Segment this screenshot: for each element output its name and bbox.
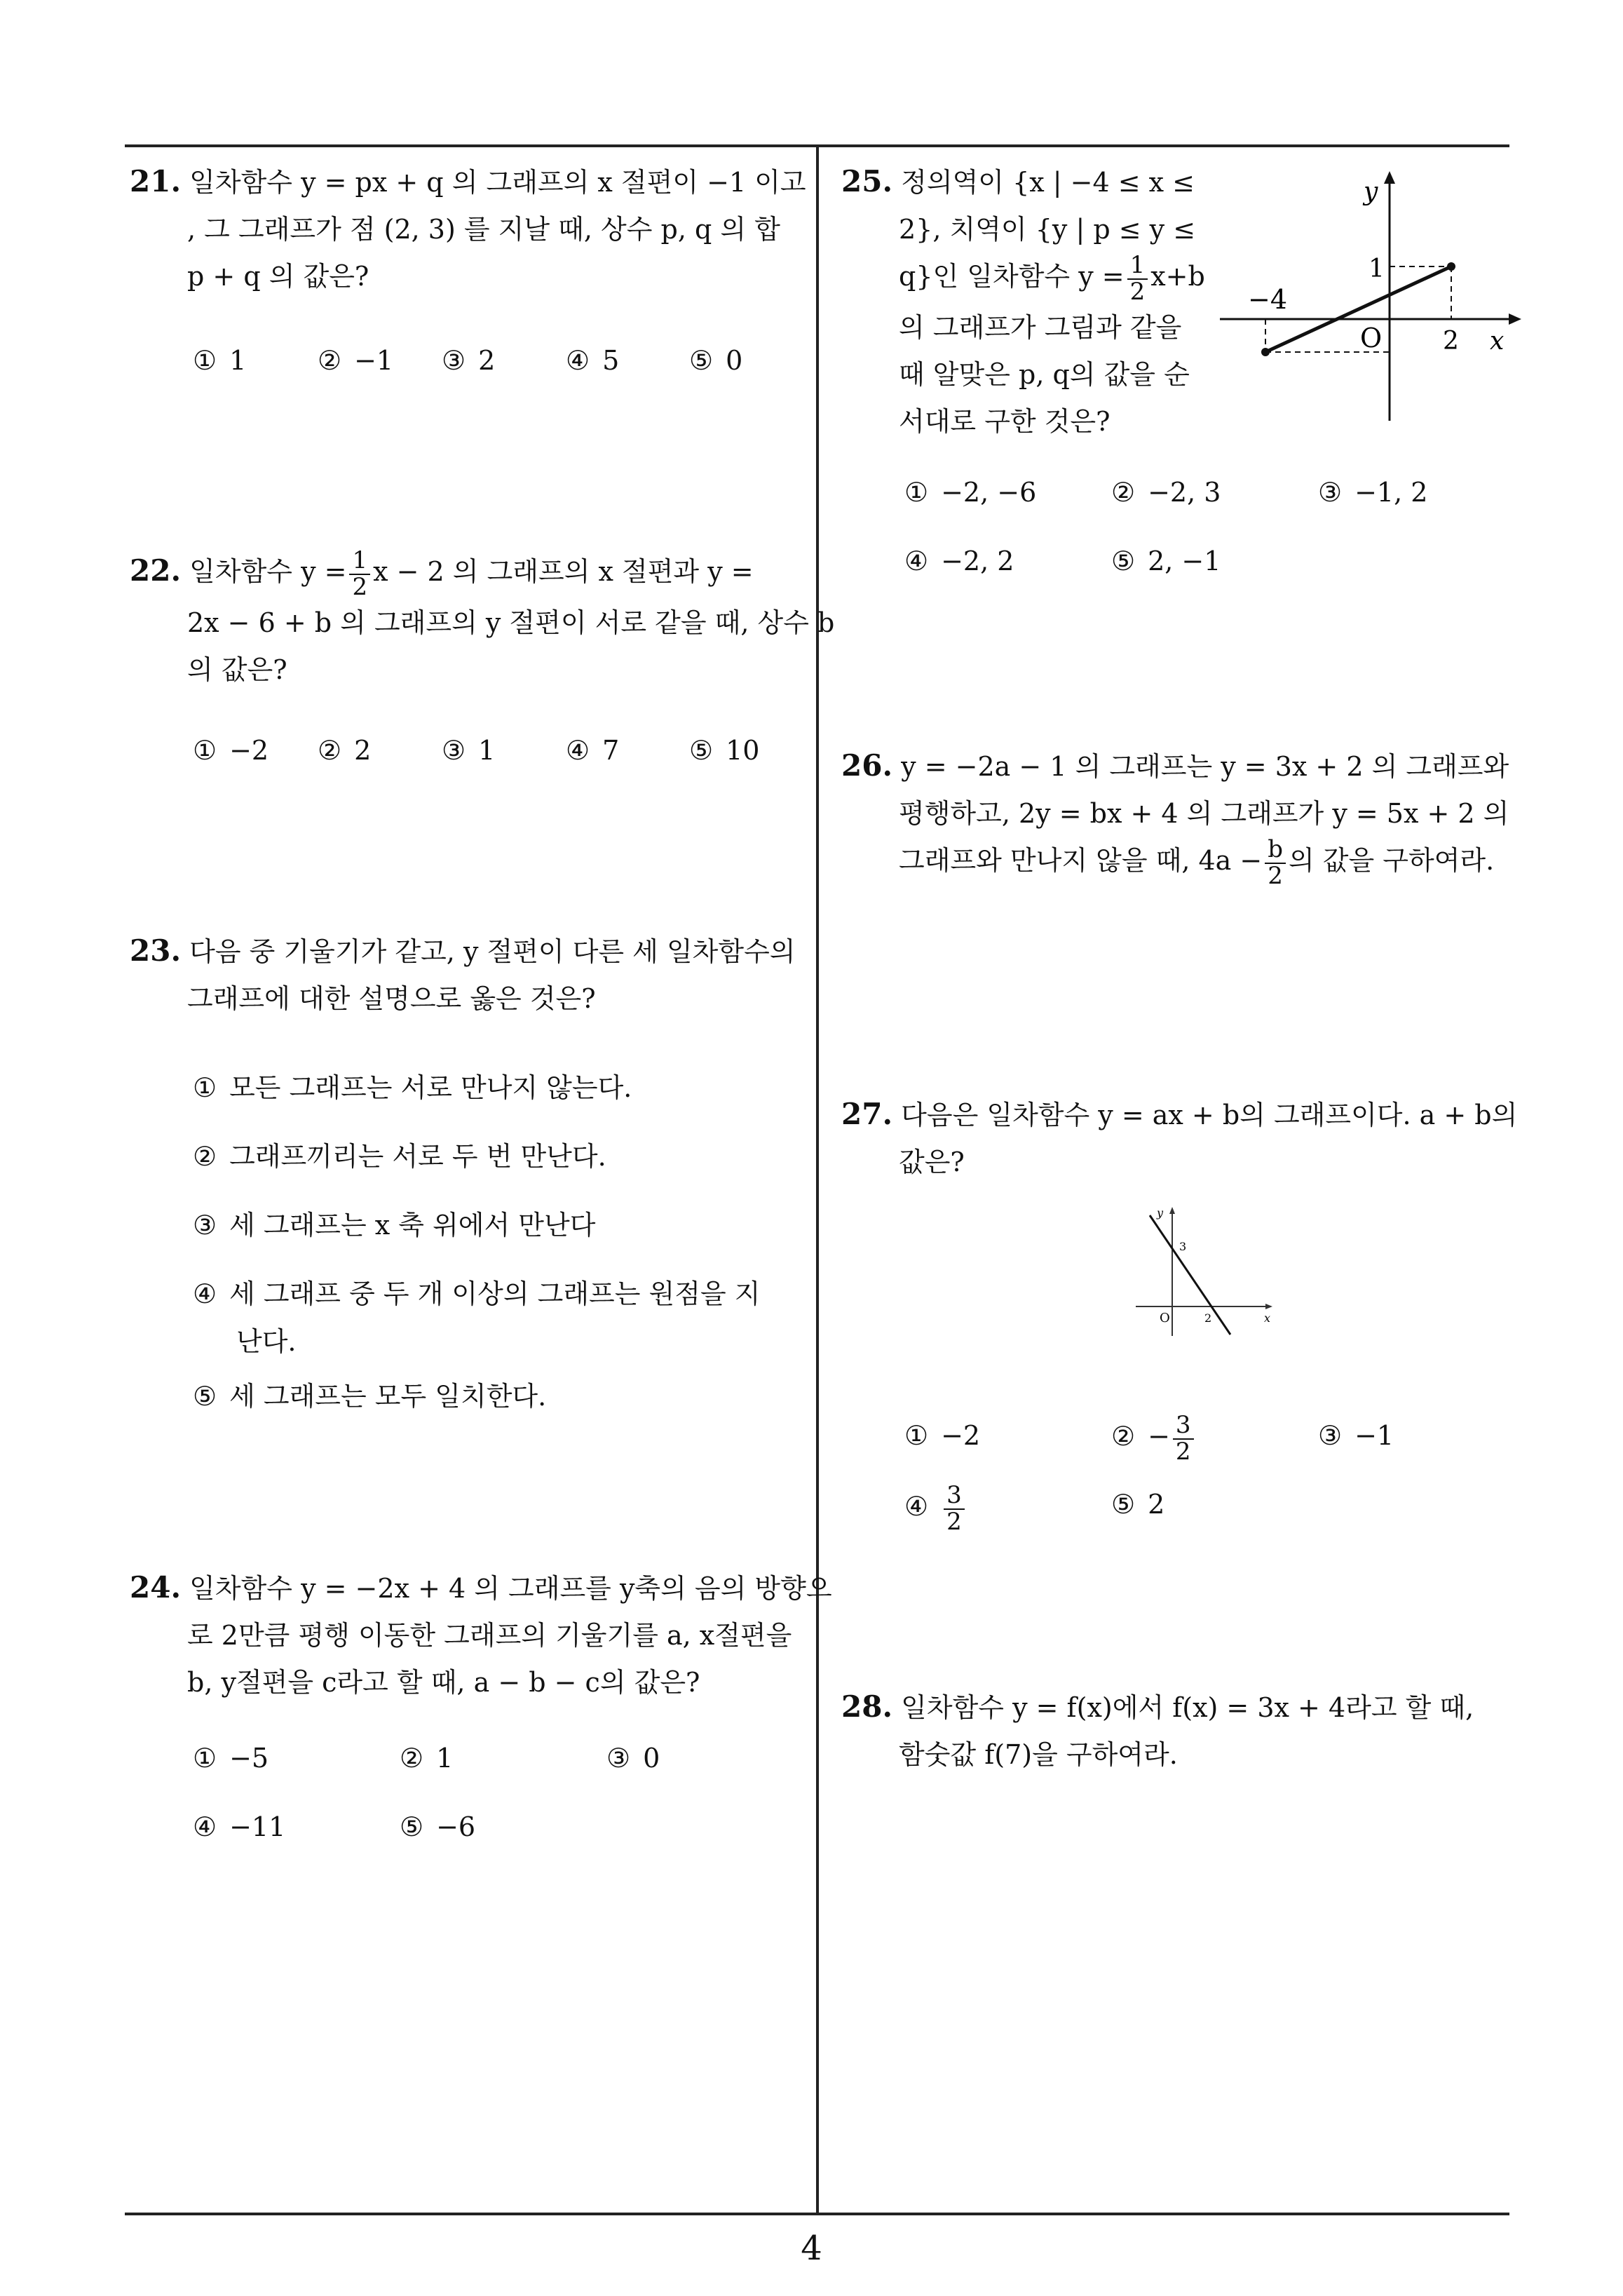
- choice-2[interactable]: 2: [354, 735, 372, 766]
- tick-1: 1: [1369, 255, 1385, 283]
- choice-5[interactable]: 0: [726, 345, 743, 376]
- fraction: $\frac{b}{2}$: [1265, 837, 1286, 889]
- choice-3[interactable]: 0: [643, 1743, 660, 1774]
- question-24: 24. 일차함수 y = −2x + 4 의 그래프를 y축의 음의 방향으 로 2만큼 평행 이동한 그래프의 기울기를 a, x절편을 b, y절편을 c라고 할 때, a − b − c의 값은?: [130, 1570, 832, 1698]
- choice-2[interactable]: 그래프끼리는 서로 두 번 만난다.: [229, 1141, 606, 1172]
- choice-4[interactable]: −2, 2: [941, 546, 1014, 576]
- choice-3[interactable]: 세 그래프는 x 축 위에서 만난다: [229, 1210, 596, 1241]
- question-number: 21.: [130, 164, 182, 198]
- choice-4[interactable]: 5: [602, 345, 620, 376]
- y-axis-label: y: [1157, 1206, 1164, 1220]
- choice-4[interactable]: 7: [602, 735, 620, 766]
- bottom-rule: [125, 2213, 1509, 2215]
- choice-4[interactable]: −11: [229, 1811, 286, 1842]
- question-25: 25. 정의역이 {x | −4 ≤ x ≤ 2}, 치역이 {y | p ≤ y ≤ q}인 일차함수 y = $\frac{1}{2}$ x+b 의 그래프가 그림과 같을 때 알맞은 p, q의 값을 순 서대로 구한 것은?: [841, 164, 1205, 438]
- y-axis-label: y: [1364, 177, 1378, 206]
- question-22: 22. 일차함수 y = $\frac{1}{2}$ x − 2 의 그래프의 x 절편과 y = 2x − 6 + b 의 그래프의 y 절편이 서로 같을 때, 상수 b 의 값은?: [130, 546, 835, 686]
- question-27: 27. 다음은 일차함수 y = ax + b의 그래프이다. a + b의 값은?: [841, 1097, 1518, 1177]
- choice-1[interactable]: 1: [229, 345, 247, 376]
- choice-5[interactable]: −6: [436, 1811, 476, 1842]
- x-axis-label: x: [1490, 327, 1505, 356]
- choice-1[interactable]: 모든 그래프는 서로 만나지 않는다.: [229, 1072, 632, 1103]
- choice-1[interactable]: −5: [229, 1743, 269, 1774]
- choice-2[interactable]: −1: [354, 345, 394, 376]
- choice-5[interactable]: 10: [726, 735, 760, 766]
- choice-3[interactable]: 2: [478, 345, 496, 376]
- x-axis-label: x: [1264, 1311, 1271, 1325]
- question-21: 21. 일차함수 y = px + q 의 그래프의 x 절편이 −1 이고 , 그 그래프가 점 (2, 3) 를 지날 때, 상수 p, q 의 합 p + q 의 값은?: [130, 164, 806, 292]
- choice-5[interactable]: 세 그래프는 모두 일치한다.: [229, 1381, 547, 1412]
- question-28: 28. 일차함수 y = f(x)에서 f(x) = 3x + 4라고 할 때, 함숫값 f(7)을 구하여라.: [841, 1689, 1474, 1770]
- choice-4[interactable]: $\frac{3}{2}$: [941, 1491, 967, 1522]
- column-divider: [816, 144, 819, 2215]
- fraction: $\frac{1}{2}$: [1127, 253, 1148, 304]
- choice-3[interactable]: −1: [1354, 1420, 1394, 1451]
- choice-1[interactable]: −2, −6: [941, 477, 1037, 508]
- choice-1[interactable]: −2: [229, 735, 269, 766]
- fraction: $\frac{1}{2}$: [349, 548, 370, 600]
- question-26: 26. y = −2a − 1 의 그래프는 y = 3x + 2 의 그래프와 평행하고, 2y = bx + 4 의 그래프가 y = 5x + 2 의 그래프와 만나지 않을 때, 4a − $\frac{b}{2}$ 의 값을 구하여라.: [841, 748, 1509, 890]
- choice-5[interactable]: 2, −1: [1148, 546, 1221, 576]
- origin-label: O: [1360, 323, 1383, 353]
- choice-3[interactable]: 1: [478, 735, 496, 766]
- choice-2[interactable]: − $\frac{3}{2}$: [1148, 1421, 1196, 1452]
- page-number: 4: [801, 2229, 822, 2268]
- question-23: 23. 다음 중 기울기가 같고, y 절편이 다른 세 일차함수의 그래프에 대한 설명으로 옳은 것은?: [130, 933, 796, 1014]
- graph-25: [1220, 168, 1528, 428]
- choice-2[interactable]: 1: [436, 1743, 454, 1774]
- tick-neg4: −4: [1248, 284, 1288, 315]
- origin-label: O: [1160, 1311, 1170, 1325]
- choice-4[interactable]: 세 그래프 중 두 개 이상의 그래프는 원점을 지: [229, 1278, 761, 1309]
- choice-5[interactable]: 2: [1148, 1489, 1165, 1520]
- tick-2: 2: [1204, 1311, 1212, 1325]
- choice-1[interactable]: −2: [941, 1420, 981, 1451]
- tick-3: 3: [1179, 1240, 1187, 1253]
- graph-27: [1129, 1203, 1283, 1343]
- tick-2: 2: [1443, 327, 1459, 356]
- choice-2[interactable]: −2, 3: [1148, 477, 1221, 508]
- choice-3[interactable]: −1, 2: [1354, 477, 1428, 508]
